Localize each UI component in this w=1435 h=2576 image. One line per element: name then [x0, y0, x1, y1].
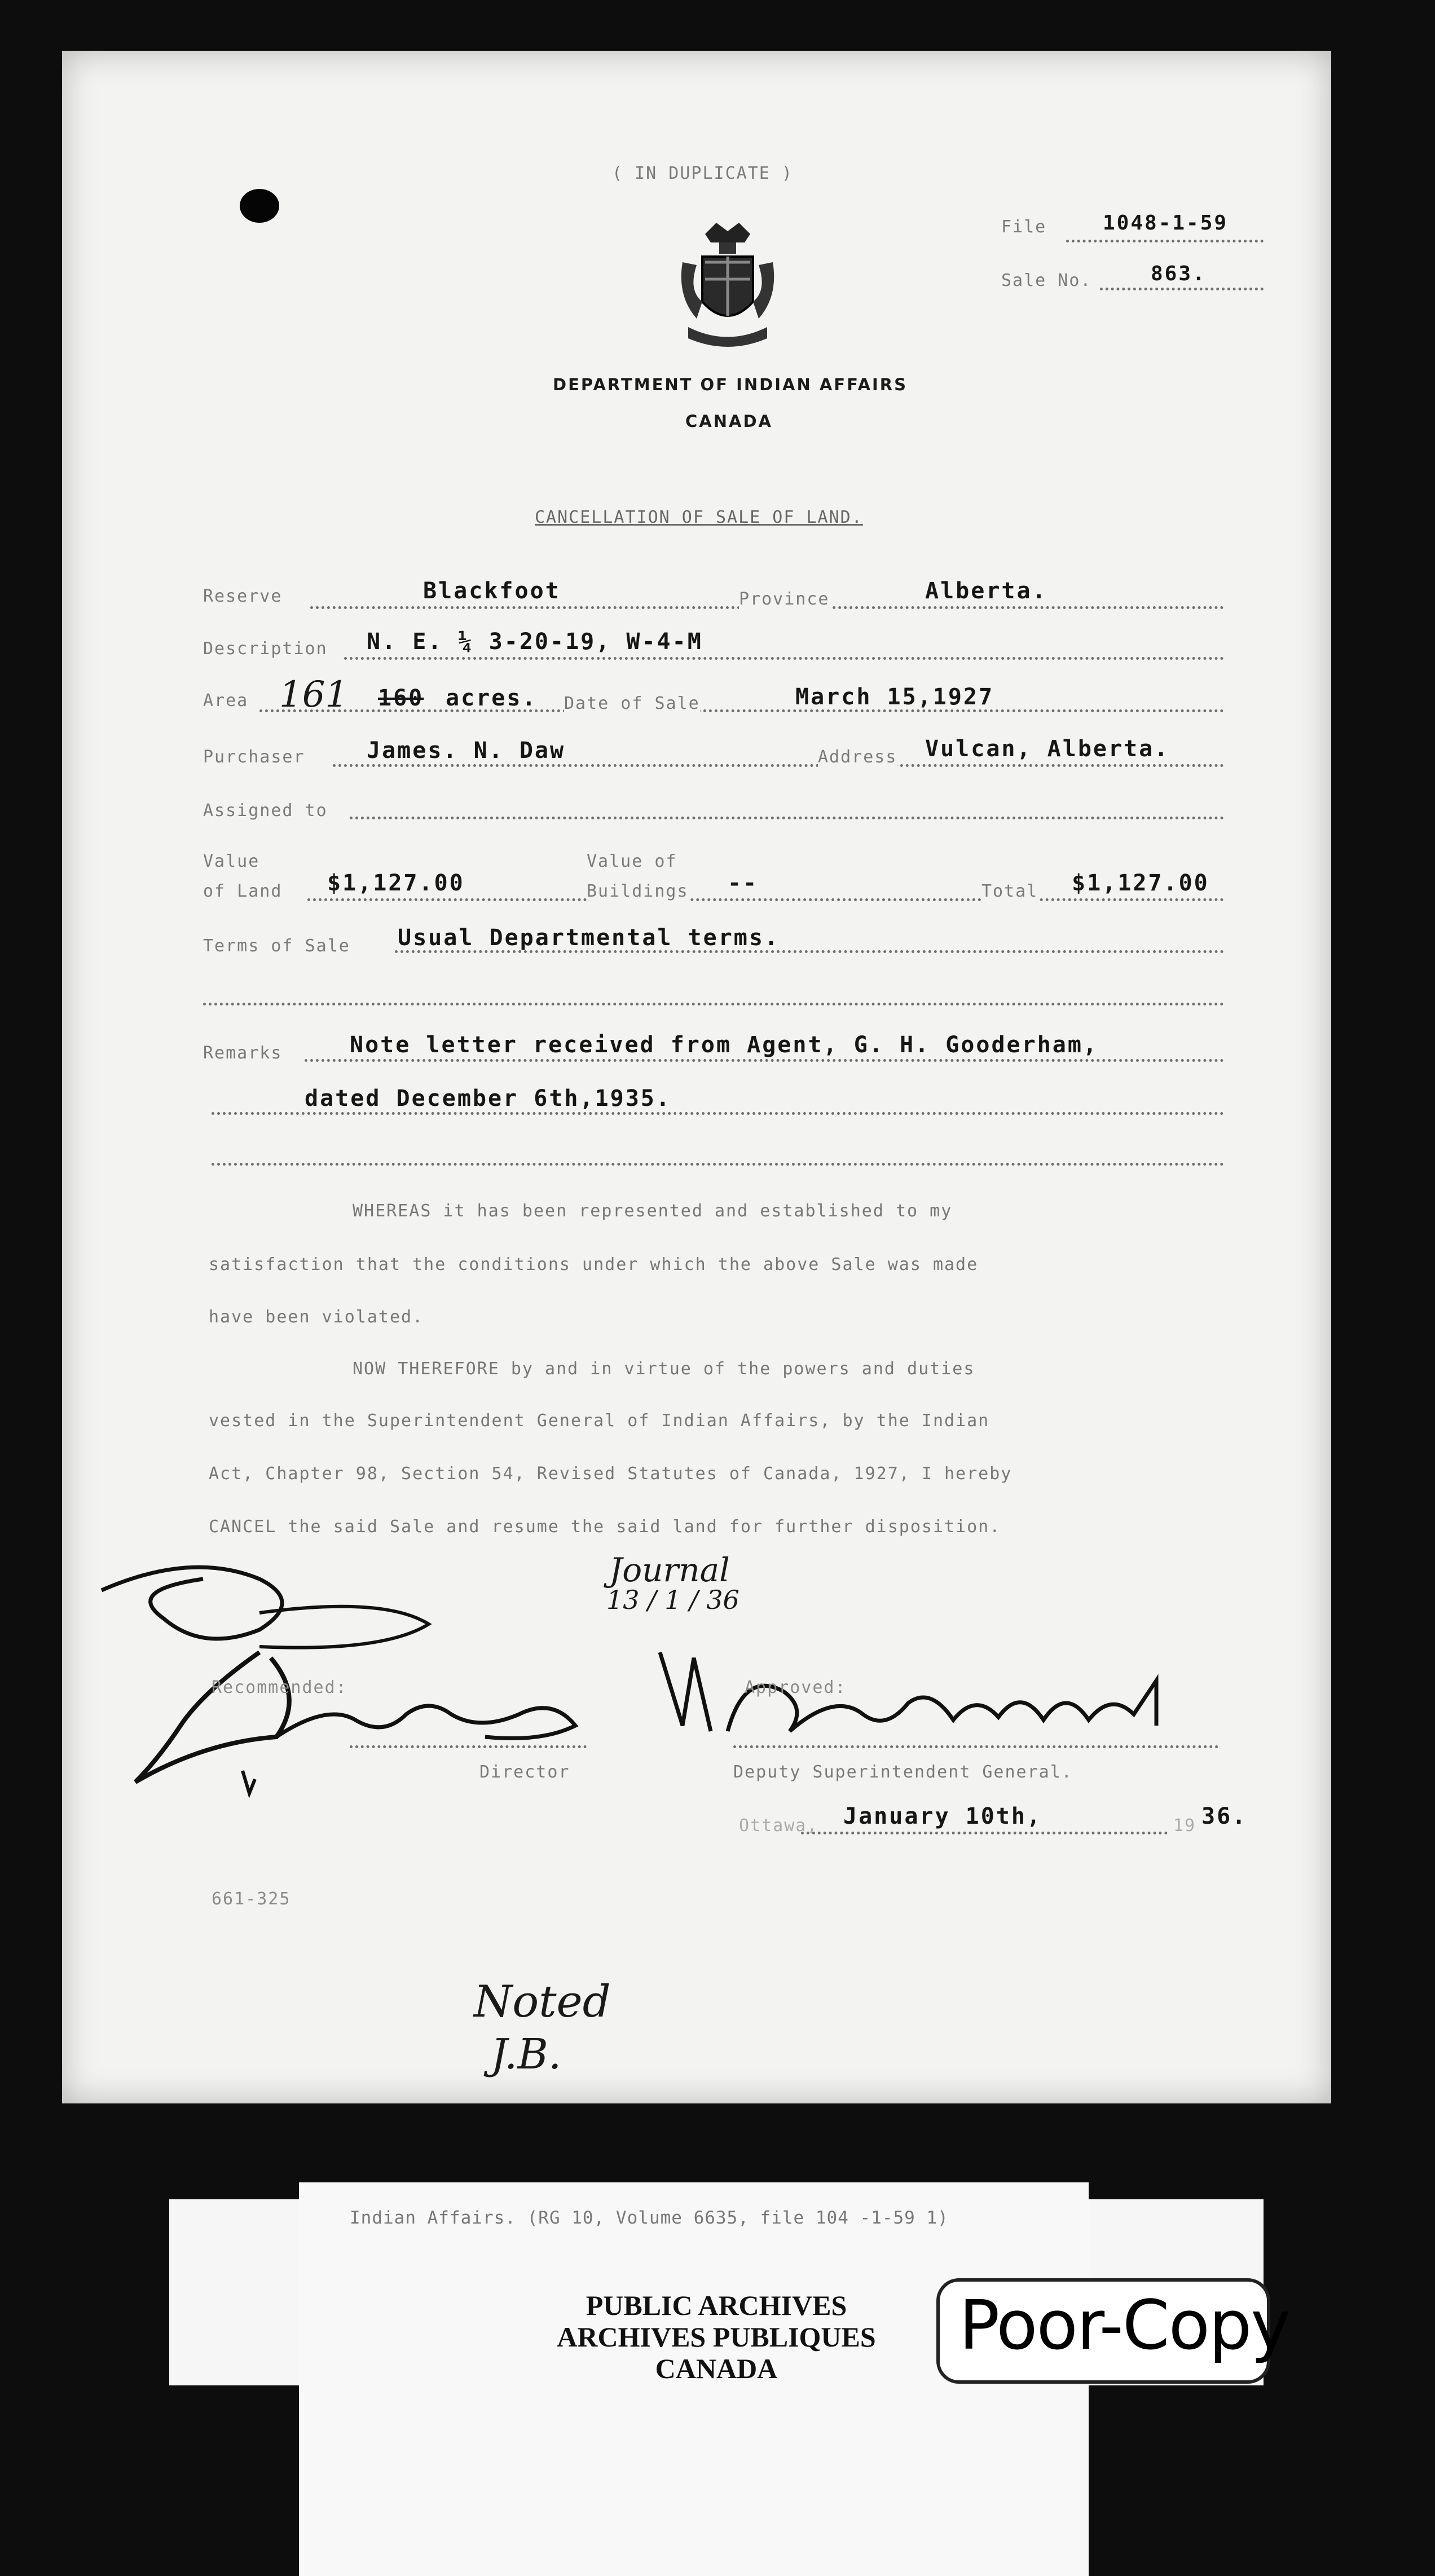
remarks-label: Remarks — [203, 1043, 283, 1063]
address-value: Vulcan, Alberta. — [925, 736, 1170, 762]
purchaser-label: Purchaser — [203, 747, 305, 767]
value-bldg: -- — [728, 870, 759, 896]
archive-country: CANADA — [655, 2353, 778, 2384]
purchaser-line — [333, 764, 1224, 767]
paragraph-2-line-3: Act, Chapter 98, Section 54, Revised Statutes of Canada, 1927, I hereby — [209, 1464, 1013, 1484]
sale-number: 863. — [1151, 262, 1207, 285]
address-label: Address — [818, 747, 897, 767]
deputy-label: Deputy Superintendent General. — [733, 1762, 1073, 1782]
noted-initials: J.B. — [491, 2030, 562, 2079]
date-of-sale-label: Date of Sale — [564, 694, 700, 713]
form-title: CANCELLATION OF SALE OF LAND. — [535, 508, 863, 527]
area-unit: acres. — [446, 685, 538, 711]
file-label: File — [1001, 217, 1047, 237]
duplicate-note: ( IN DUPLICATE ) — [612, 164, 793, 183]
value-land: $1,127.00 — [327, 870, 465, 896]
remarks-line — [305, 1059, 1224, 1062]
assigned-line — [350, 817, 1224, 819]
terms-value: Usual Departmental terms. — [398, 925, 780, 951]
paragraph-1-line-1: WHEREAS it has been represented and established to my — [353, 1201, 953, 1221]
journal-note: Journal — [609, 1551, 730, 1589]
archive-name-en: PUBLIC ARCHIVES — [586, 2290, 847, 2321]
director-label: Director — [479, 1762, 570, 1782]
noted-note: Noted — [474, 1977, 611, 2027]
area-struck: 160 — [378, 685, 424, 711]
description-label: Description — [203, 639, 328, 659]
value-land-label-2: of Land — [203, 881, 283, 901]
value-bldg-label-1: Value of — [587, 852, 677, 871]
recommended-label: Recommended: — [212, 1678, 347, 1697]
remarks-value-2: dated December 6th,1935. — [305, 1086, 671, 1111]
archive-citation: Indian Affairs. (RG 10, Volume 6635, file 104 -1-59 1) — [350, 2208, 949, 2228]
area-handwritten: 161 — [279, 674, 349, 716]
area-label: Area — [203, 691, 249, 711]
description-value: N. E. ¼ 3-20-19, W-4-M — [367, 629, 703, 655]
paragraph-1-line-2: satisfaction that the conditions under which the above Sale was made — [209, 1255, 979, 1274]
director-line — [350, 1745, 587, 1748]
terms-label: Terms of Sale — [203, 936, 350, 956]
province-value: Alberta. — [925, 578, 1047, 604]
remarks-line-2 — [212, 1112, 1224, 1115]
journal-date: 13 / 1 / 36 — [606, 1585, 739, 1615]
value-bldg-label-2: Buildings — [587, 881, 689, 901]
department-name: DEPARTMENT OF INDIAN AFFAIRS — [553, 375, 908, 394]
reserve-label: Reserve — [203, 586, 283, 606]
paragraph-2-line-1: NOW THEREFORE by and in virtue of the powers and duties — [353, 1359, 975, 1379]
remarks-line-3 — [212, 1163, 1224, 1166]
remarks-value-1: Note letter received from Agent, G. H. Gooderham, — [350, 1032, 1099, 1058]
description-line — [344, 657, 1224, 660]
reference-number: 661-325 — [212, 1889, 291, 1909]
total-label: Total — [981, 881, 1038, 901]
sale-line — [1100, 288, 1264, 290]
date-prefix: Ottawa, — [739, 1816, 818, 1836]
paragraph-2-line-4: CANCEL the said Sale and resume the said land for further disposition. — [209, 1517, 1001, 1537]
year: 36. — [1201, 1803, 1248, 1829]
archive-name-fr: ARCHIVES PUBLIQUES — [557, 2321, 876, 2353]
approved-label: Approved: — [745, 1678, 847, 1697]
total-value: $1,127.00 — [1072, 870, 1209, 896]
department-country: CANADA — [685, 412, 773, 431]
year-prefix: 19 — [1173, 1816, 1196, 1836]
date-line — [801, 1832, 1168, 1834]
punch-hole — [240, 189, 279, 223]
file-line — [1066, 240, 1264, 242]
paragraph-2-line-2: vested in the Superintendent General of Indian Affairs, by the Indian — [209, 1411, 990, 1431]
date-of-sale-value: March 15,1927 — [795, 684, 994, 710]
poor-copy-text: Poor-Copy — [959, 2287, 1290, 2365]
values-line — [307, 898, 1224, 901]
date-signed: January 10th, — [843, 1803, 1042, 1829]
province-label: Province — [739, 589, 830, 609]
paragraph-1-line-3: have been violated. — [209, 1307, 424, 1327]
assigned-label: Assigned to — [203, 801, 328, 821]
deputy-line — [733, 1745, 1218, 1748]
file-number: 1048-1-59 — [1103, 211, 1229, 235]
terms-line-2 — [203, 1003, 1224, 1005]
sale-label: Sale No. — [1001, 271, 1092, 290]
reserve-value: Blackfoot — [423, 578, 561, 604]
coat-of-arms-icon — [671, 217, 784, 352]
value-land-label-1: Value — [203, 852, 260, 871]
deputy-signature-icon — [649, 1624, 1213, 1776]
purchaser-value: James. N. Daw — [367, 738, 566, 764]
